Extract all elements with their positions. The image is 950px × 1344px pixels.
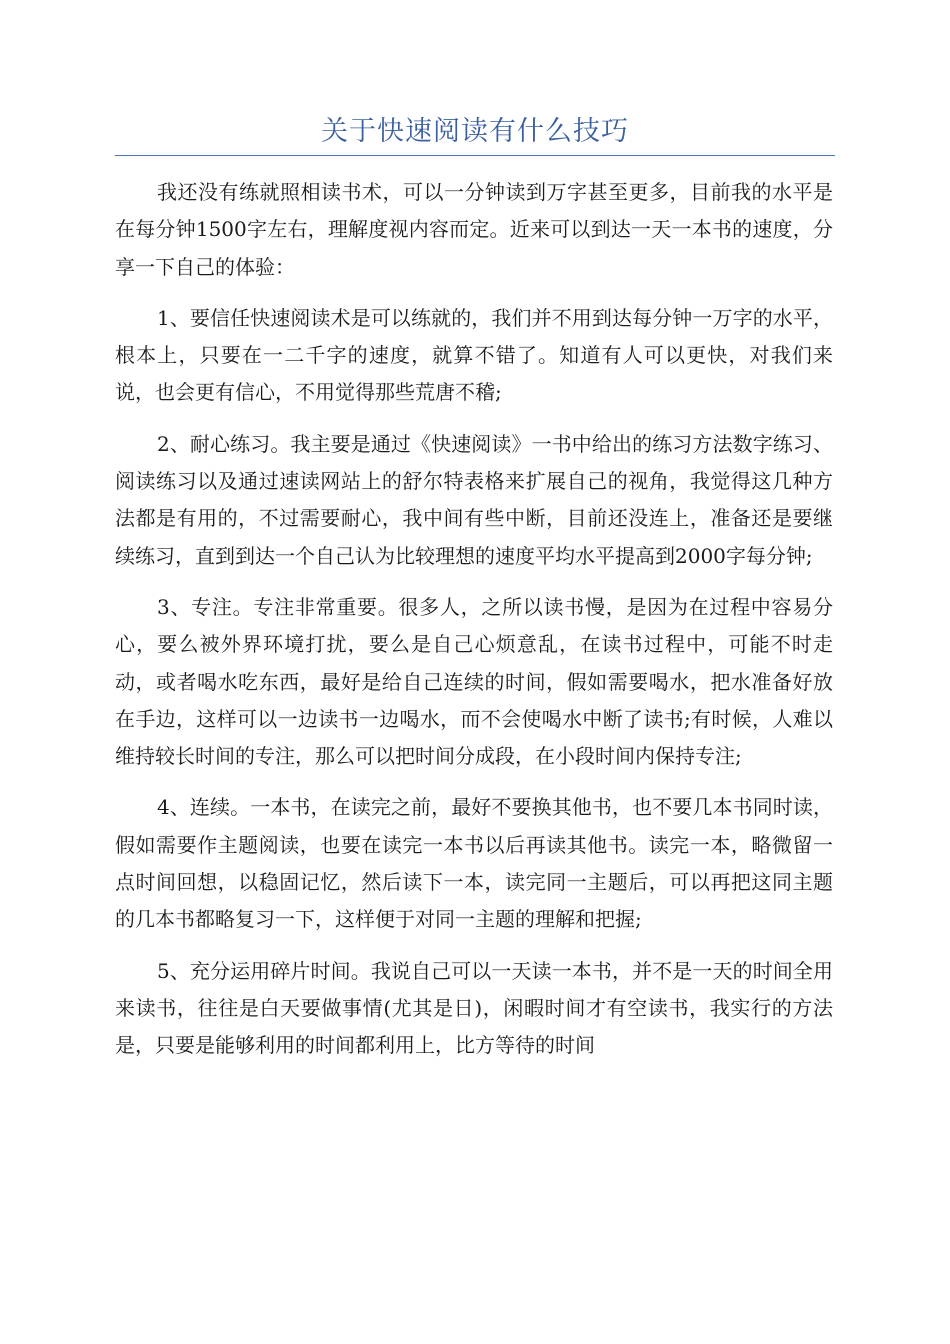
document-body [115,174,833,1079]
paragraph-5: 5、充分运用碎片时间。我说自己可以一天读一本书，并不是一天的时间全用来读书，往往是白天要做事情(尤其是日)，闲暇时间才有空读书，我实行的方法是，只要是能够利用的时间都利用上，比方等待的时间 [115,958,833,1058]
paragraph-3: 3、专注。专注非常重要。很多人，之所以读书慢，是因为在过程中容易分心，要么被外界环境打扰，要么是自己心烦意乱，在读书过程中，可能不时走动，或者喝水吃东西，最好是给自己连续的时间，假如需要喝水，把水准备好放在手边，这样可以一边读书一边喝水，而不会使喝水中断了读书;有时候，人难以维持较长时间的专注，那么可以把时间分成段，在小段时间内保持专注; [115,594,833,769]
paragraph-4: 4、连续。一本书，在读完之前，最好不要换其他书，也不要几本书同时读，假如需要作主题阅读，也要在读完一本书以后再读其他书。读完一本，略微留一点时间回想，以稳固记忆，然后读下一本，读完同一主题后，可以再把这同主题的几本书都略复习一下，这样便于对同一主题的理解和把握; [115,795,833,932]
paragraph-intro: 我还没有练就照相读书术，可以一分钟读到万字甚至更多，目前我的水平是在每分钟1500字左右，理解度视内容而定。近来可以到达一天一本书的速度，分享一下自己的体验： [115,180,833,279]
paragraph-1: 1、要信任快速阅读术是可以练就的，我们并不用到达每分钟一万字的水平，根本上，只要在一二千字的速度，就算不错了。知道有人可以更快，对我们来说，也会更有信心，不用觉得那些荒唐不稽; [115,305,833,405]
document-title: 关于快速阅读有什么技巧 [321,116,629,147]
title-underline [115,155,835,156]
paragraph-2: 2、耐心练习。我主要是通过《快速阅读》一书中给出的练习方法数字练习、阅读练习以及通过速读网站上的舒尔特表格来扩展自己的视角，我觉得这几种方法都是有用的，不过需要耐心，我中间有些中断，目前还没连上，准备还是要继续练习，直到到达一个自己认为比较理想的速度平均水平提高到2000字每分钟; [115,431,833,568]
